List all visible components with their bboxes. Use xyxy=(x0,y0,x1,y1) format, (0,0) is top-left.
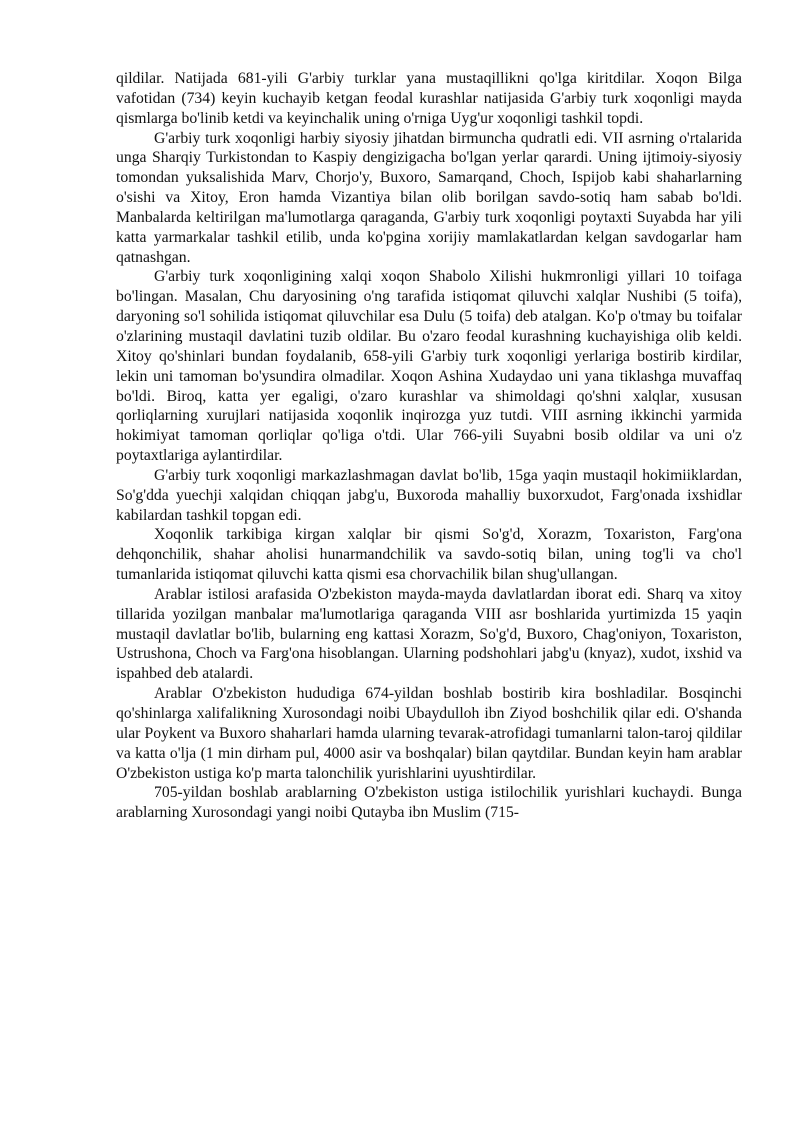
paragraph-6: Arablar istilosi arafasida O'zbekiston mayda-mayda davlatlardan iborat edi. Sharq va xitoy tillarida yozilgan manbalar ma'lumotlariga qaraganda VIII asr boshlarida yurtimizda 15 yaqin mustaqil davlatlar bo'lib, bularning eng kattasi Xorazm, So'g'd, Buxoro, Chag'oniyon, Toxariston, Ustrushona, Choch va Farg'ona hisoblangan. Ularning podshohlari jabg'u (knyaz), xudot, ixshid va ispahbed deb atalardi. xyxy=(116,585,742,683)
document-page xyxy=(116,69,742,823)
paragraph-5: Xoqonlik tarkibiga kirgan xalqlar bir qismi So'g'd, Xorazm, Toxariston, Farg'ona dehqonchilik, shahar aholisi hunarmandchilik va savdo-sotiq bilan, uning tog'li va cho'l tumanlarida istiqomat qiluvchi katta qismi esa chorvachilik bilan shug'ullangan. xyxy=(116,526,742,584)
paragraph-7: Arablar O'zbekiston hududiga 674-yildan boshlab bostirib kira boshladilar. Bosqinchi qo'shinlarga xalifalikning Xurosondagi noibi Ubaydulloh ibn Ziyod boshchilik qilar edi. O'shanda ular Poykent va Buxoro shaharlari hamda ularning tevarak-atrofidagi tumanlarni talon-taroj qildilar va katta o'lja (1 min dirham pul, 4000 asir va boshqalar) bilan qaytdilar. Bundan keyin ham arablar O'zbekiston ustiga ko'p marta talonchilik yurishlarini uyushtirdilar. xyxy=(116,685,742,782)
paragraph-2: G'arbiy turk xoqonligi harbiy siyosiy jihatdan birmuncha qudratli edi. VII asrning o'rtalarida unga Sharqiy Turkistondan to Kaspiy dengizigacha bo'lgan yerlar qarardi. Uning ijtimoiy-siyosiy tomondan yuksalishida Marv, Chorjo'y, Buxoro, Samarqand, Choch, Ispijob kabi shaharlarning o'sishi va Xitoy, Eron hamda Vizantiya bilan olib borilgan savdo-sotiq ham sabab bo'ldi. Manbalarda keltirilgan ma'lumotlarga qaraganda, G'arbiy turk xoqonligi poytaxti Suyabda har yili katta yarmarkalar tashkil etilib, unda ko'pgina xorijiy mamlakatlardan kelgan savdogarlar ham qatnashgan. xyxy=(116,129,742,266)
paragraph-8: 705-yildan boshlab arablarning O'zbekiston ustiga istilochilik yurishlari kuchaydi. Bunga arablarning Xurosondagi yangi noibi Qutayba ibn Muslim (715- xyxy=(116,784,742,822)
paragraph-1: qildilar. Natijada 681-yili G'arbiy turklar yana mustaqillikni qo'lga kiritdilar. Xoqon Bilga vafotidan (734) keyin kuchayib ketgan feodal kurashlar natijasida G'arbiy turk xoqonligi mayda qismlarga bo'linib ketdi va keyinchalik uning o'rniga Uyg'ur xoqonligi tashkil topdi. xyxy=(116,70,742,127)
paragraph-4: G'arbiy turk xoqonligi markazlashmagan davlat bo'lib, 15ga yaqin mustaqil hokimiiklardan, So'g'dda yuechji xalqidan chiqqan jabg'u, Buxoroda mahalliy buxorxudot, Farg'onada ixshidlar kabilardan tashkil topgan edi. xyxy=(116,466,742,524)
paragraph-3: G'arbiy turk xoqonligining xalqi xoqon Shabolo Xilishi hukmronligi yillari 10 toifaga bo'lingan. Masalan, Chu daryosining o'ng tarafida istiqomat qiluvchi xalqlar Nushibi (5 toifa), daryoning so'l sohilida istiqomat qiluvchilar esa Dulu (5 toifa) deb atalgan. Ko'p o'tmay bu toifalar o'zlarining mustaqil davlatini tuzib oldilar. Bu o'zaro feodal kurashning kuchayishiga olib keldi. Xitoy qo'shinlari bundan foydalanib, 658-yili G'arbiy turk xoqonligi yerlariga bostirib kirdilar, lekin uni tamoman bo'ysundira olmadilar. Xoqon Ashina Xudaydao uni yana tiklashga muvaffaq bo'ldi. Biroq, katta yer egaligi, o'zaro kurashlar va shimoldagi qo'shni xalqlar, xususan qorliqlarning xurujlari natijasida xoqonlik inqirozga yuz tutdi. VIII asrning ikkinchi yarmida hokimiyat tamoman qorliqlar qo'liga o'tdi. Ular 766-yili Suyabni bosib oldilar va uni o'z poytaxtlariga aylantirdilar. xyxy=(116,268,742,465)
